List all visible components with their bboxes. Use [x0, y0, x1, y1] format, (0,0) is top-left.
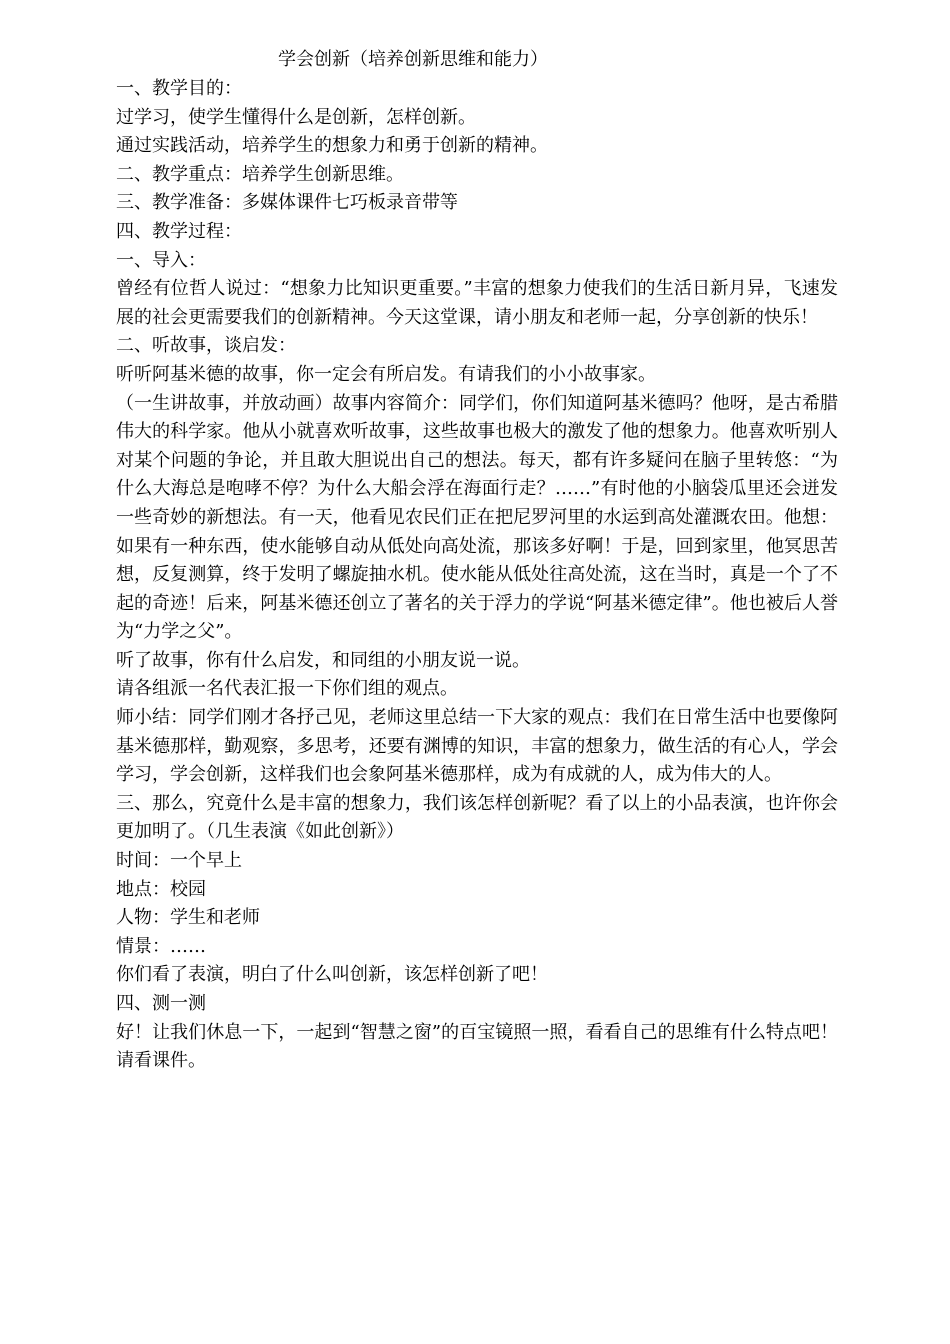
body-paragraph: （一生讲故事，并放动画）故事内容简介：同学们，你们知道阿基米德吗？他呀，是古希腊伟大的科学家。他从小就喜欢听故事，这些故事也极大的激发了他的想象力。他喜欢听别人对某个问题的争论，并且敢大胆说出自己的想法。每天，都有许多疑问在脑子里转悠：“为什么大海总是咆哮不停？为什么大船会浮在海面行走？……”有时他的小脑袋瓜里还会迸发一些奇妙的新想法。有一天，他看见农民们正在把尼罗河里的水运到高处灌溉农田。他想：如果有一种东西，使水能够自动从低处向高处流，那该多好啊！于是，回到家里，他冥思苦想，反复测算，终于发明了螺旋抽水机。使水能从低处往高处流，这在当时，真是一个了不起的奇迹！后来，阿基米德还创立了著名的关于浮力的学说“阿基米德定律”。他也被后人誉为“力学之父”。 — [116, 392, 838, 643]
body-line: 人物：学生和老师 — [116, 907, 260, 929]
body-line: 情景：…… — [116, 935, 206, 957]
document-page — [116, 46, 838, 1076]
body-line: 二、听故事，谈启发： — [116, 335, 296, 357]
body-line: 三、教学准备：多媒体课件七巧板录音带等 — [116, 192, 458, 214]
body-line: 四、测一测 — [116, 993, 206, 1014]
body-line: 一、教学目的： — [116, 78, 242, 99]
body-line: 时间：一个早上 — [116, 850, 242, 872]
body-line: 听听阿基米德的故事，你一定会有所启发。有请我们的小小故事家。 — [116, 363, 656, 385]
body-paragraph: 师小结：同学们刚才各抒己见，老师这里总结一下大家的观点：我们在日常生活中也要像阿基米德那样，勤观察，多思考，还要有渊博的知识，丰富的想象力，做生活的有心人，学会学习，学会创新，这样我们也会象阿基米德那样，成为有成就的人，成为伟大的人。 — [116, 707, 838, 786]
body-line: 你们看了表演，明白了什么叫创新，该怎样创新了吧！ — [116, 964, 548, 986]
body-line: 听了故事，你有什么启发，和同组的小朋友说一说。 — [116, 649, 530, 671]
body-line: 过学习，使学生懂得什么是创新，怎样创新。 — [116, 106, 476, 128]
document-title: 学会创新（培养创新思维和能力） — [278, 49, 548, 70]
body-line: 地点：校园 — [116, 878, 206, 900]
body-line: 四、教学过程： — [116, 220, 242, 242]
body-line: 一、导入： — [116, 249, 206, 271]
body-paragraph: 三、那么，究竟什么是丰富的想象力，我们该怎样创新呢？看了以上的小品表演，也许你会更加明了。（几生表演《如此创新》） — [116, 792, 838, 843]
body-line: 二、教学重点：培养学生创新思维。 — [116, 163, 404, 185]
body-line: 请各组派一名代表汇报一下你们组的观点。 — [116, 678, 458, 700]
body-line: 通过实践活动，培养学生的想象力和勇于创新的精神。 — [116, 135, 548, 157]
body-paragraph: 曾经有位哲人说过：“想象力比知识更重要。”丰富的想象力使我们的生活日新月异，飞速发展的社会更需要我们的创新精神。今天这堂课，请小朋友和老师一起，分享创新的快乐！ — [116, 278, 838, 328]
body-paragraph: 好！让我们休息一下，一起到“智慧之窗”的百宝镜照一照，看看自己的思维有什么特点吧！请看课件。 — [116, 1021, 838, 1072]
document-body — [116, 75, 838, 1076]
